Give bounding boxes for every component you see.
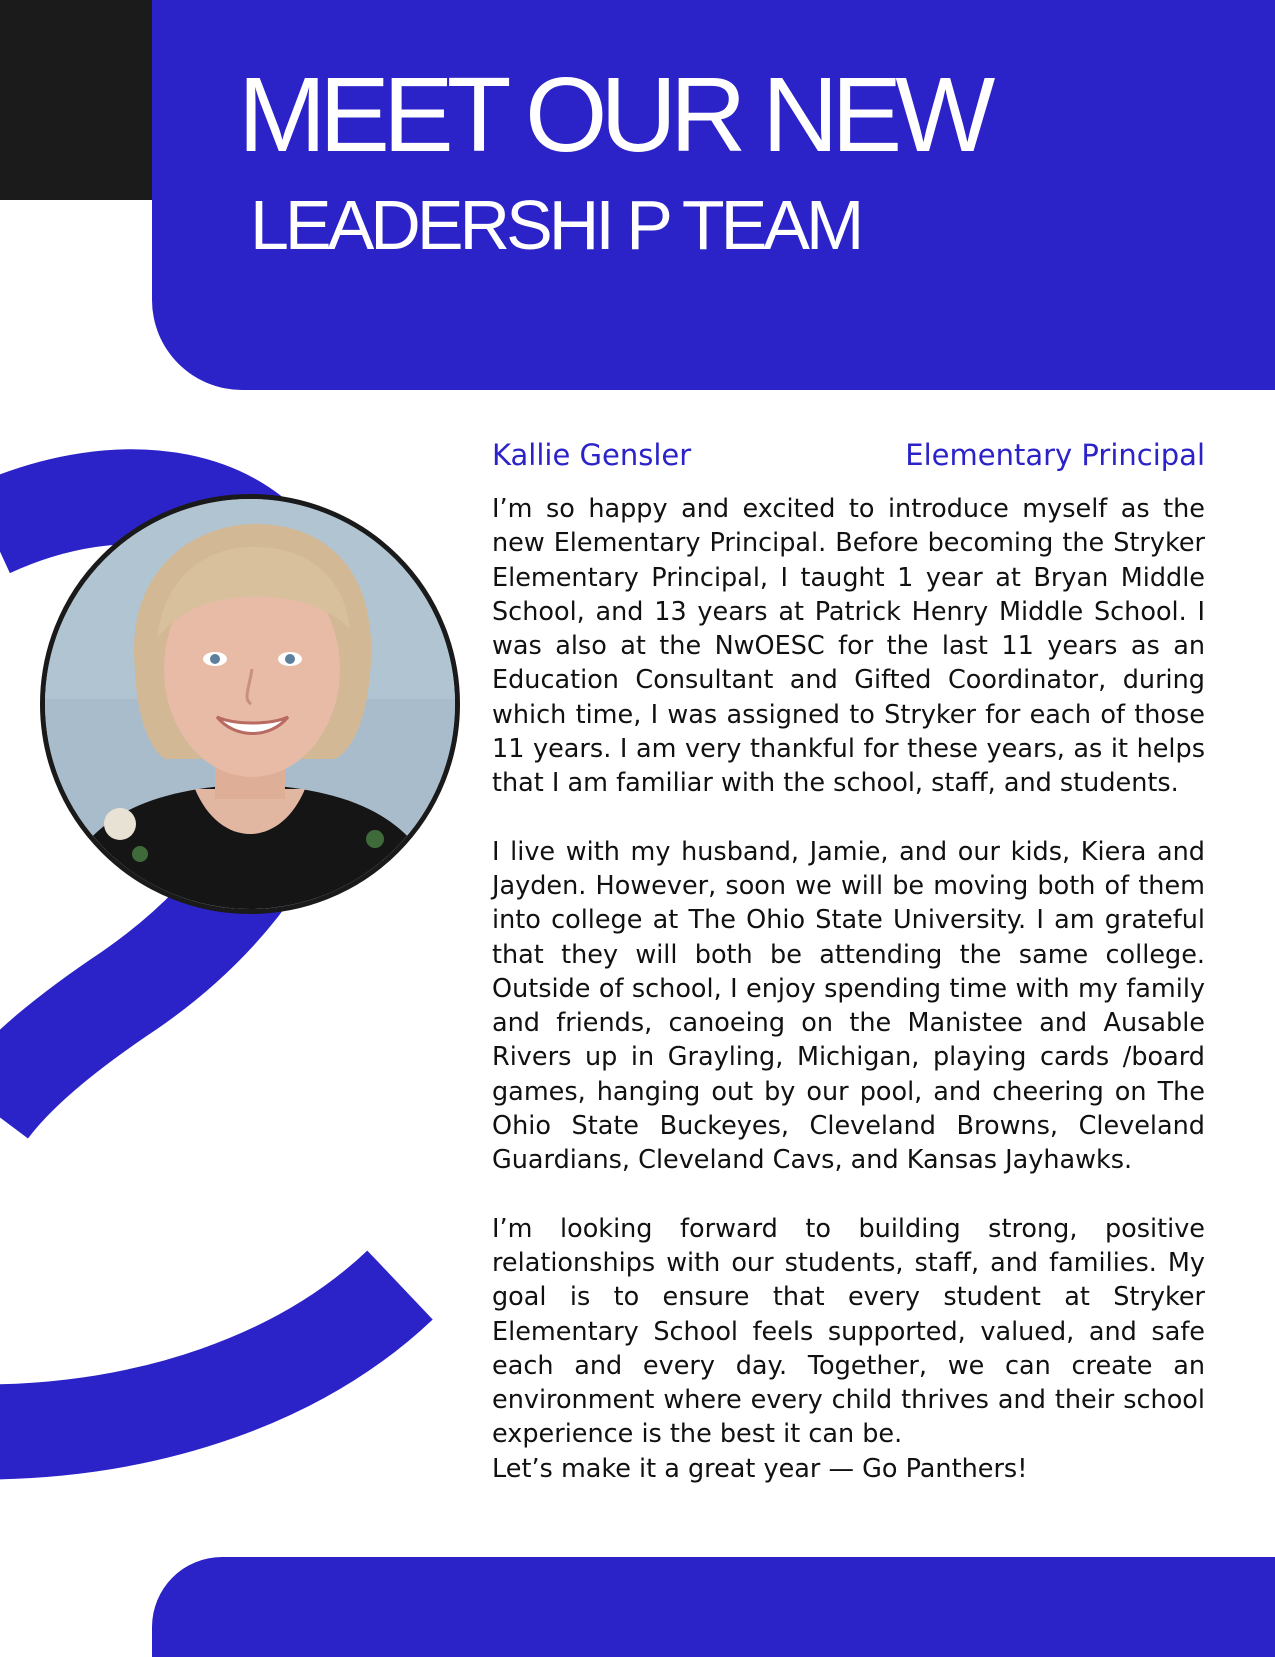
bio-paragraph-2: I live with my husband, Jamie, and our kids, Kiera and Jayden. However, soon we will be moving both of them into college at The Ohio State University. I am grateful that they will both be attending the same college. Outside of school, I enjoy spending time with my family and friends, canoeing on the Manistee and Ausable Rivers up in Grayling, Michigan, playing cards /board games, hanging out by our pool, and cheering on The Ohio State Buckeyes, Cleveland Browns, Cleveland Guardians, Cleveland Cavs, and Kansas Jayhawks. <box>492 836 1205 1176</box>
page-title-line-2: LEADERSHI P TEAM <box>250 186 861 264</box>
portrait-photo-icon <box>45 499 455 909</box>
profile-heading <box>492 438 1205 473</box>
bio-paragraph-1: I’m so happy and excited to introduce myself as the new Elementary Principal. Before becoming the Stryker Elementary Principal, I taught 1 year at Bryan Middle School, and 13 years at Patrick Henry Middle School. I was also at the NwOESC for the last 11 years as an Education Consultant and Gifted Coordinator, during which time, I was assigned to Stryker for each of those 11 years. I am very thankful for these years, as it helps that I am familiar with the school, staff, and students. <box>492 494 1205 799</box>
footer-band <box>152 1557 1275 1657</box>
profile-name: Kallie Gensler <box>492 438 692 472</box>
page-title-line-1: MEET OUR NEW <box>238 56 989 174</box>
portrait-photo <box>40 494 460 914</box>
bio-paragraph-3: I’m looking forward to building strong, positive relationships with our students, staff, and families. My goal is to ensure that every student at Stryker Elementary School feels supported, valued, and safe each and every day. Together, we can create an environment where every child thrives and their school experience is the best it can be. <box>492 1213 1205 1450</box>
bio-closing-line: Let’s make it a great year — Go Panthers! <box>492 1453 1028 1484</box>
profile-role: Elementary Principal <box>905 438 1205 472</box>
profile-bio <box>492 492 1205 1486</box>
